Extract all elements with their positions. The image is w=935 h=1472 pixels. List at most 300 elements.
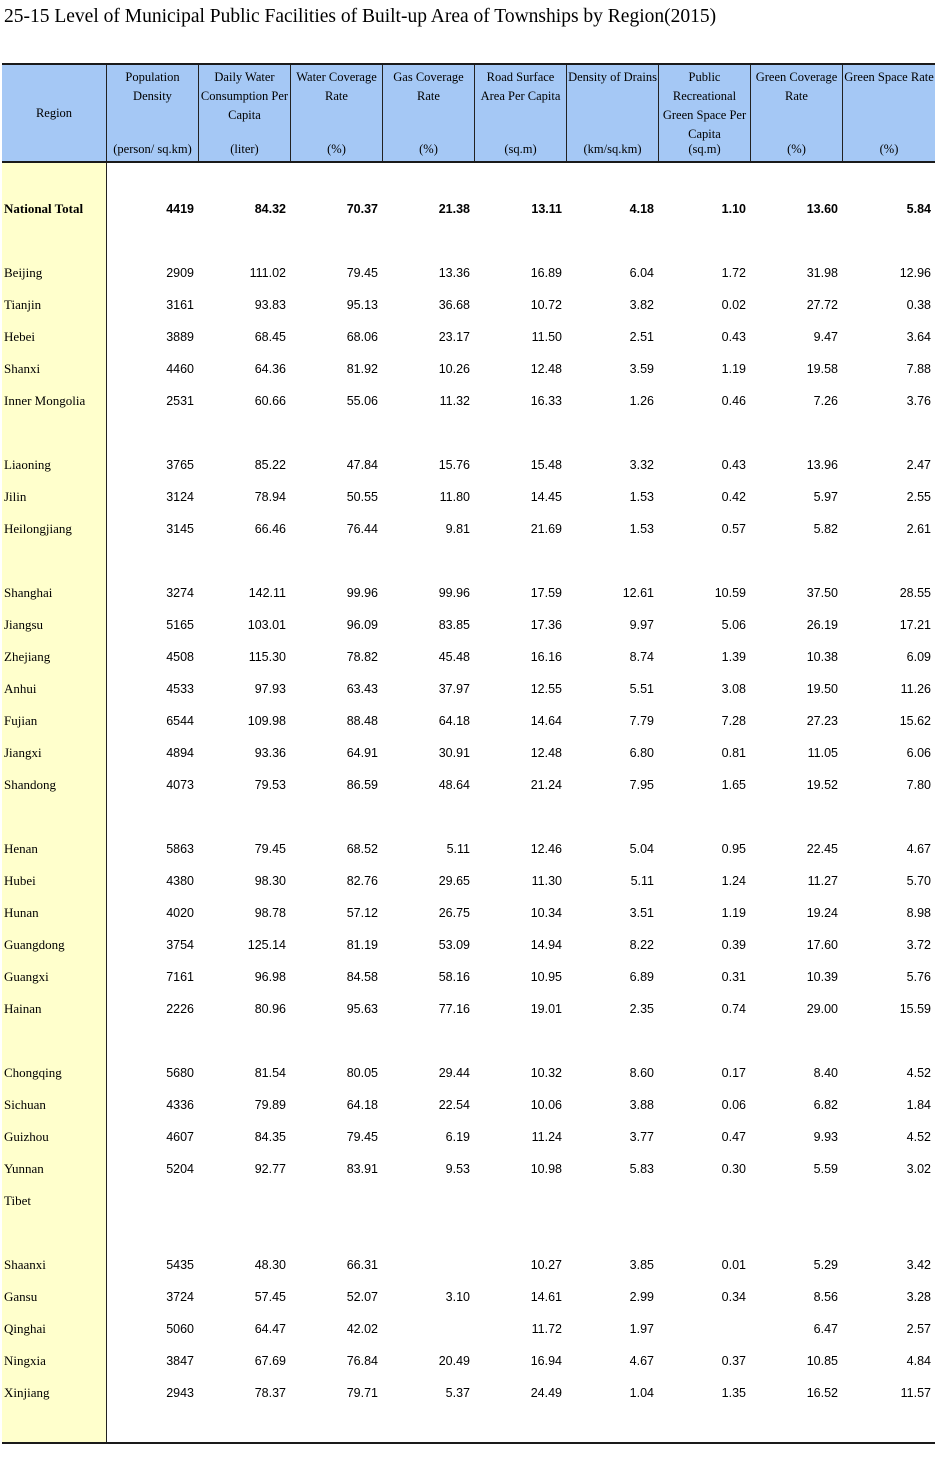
table-cell: 14.45 bbox=[530, 490, 562, 504]
table-cell: 11.72 bbox=[531, 1322, 562, 1336]
table-cell: 29.00 bbox=[806, 1002, 838, 1016]
table-cell: 10.34 bbox=[530, 906, 562, 920]
header-region bbox=[2, 65, 106, 161]
table-cell: 0.02 bbox=[721, 298, 746, 312]
table-cell: 37.97 bbox=[438, 682, 470, 696]
table-cell: 3.32 bbox=[629, 458, 654, 472]
column-name: Daily Water Consumption Per Capita bbox=[200, 70, 289, 122]
table-cell: 0.43 bbox=[721, 458, 746, 472]
table-cell: 4.67 bbox=[906, 842, 931, 856]
table-cell: 10.39 bbox=[806, 970, 838, 984]
table-cell: 13.36 bbox=[438, 266, 470, 280]
table-row bbox=[2, 839, 935, 859]
table-cell: 6544 bbox=[166, 714, 194, 728]
table-cell: 10.98 bbox=[530, 1162, 562, 1176]
table-cell: 64.47 bbox=[254, 1322, 286, 1336]
table-cell: 2.35 bbox=[629, 1002, 654, 1016]
table-cell: 5.70 bbox=[906, 874, 931, 888]
table-cell: 79.45 bbox=[346, 266, 378, 280]
region-name: Jiangsu bbox=[4, 617, 43, 632]
table-cell: 66.46 bbox=[254, 522, 286, 536]
table-cell: 10.95 bbox=[530, 970, 562, 984]
region-name: Jiangxi bbox=[4, 745, 42, 760]
table-cell: 23.17 bbox=[438, 330, 470, 344]
table-cell: 4460 bbox=[166, 362, 194, 376]
table-cell: 4380 bbox=[166, 874, 194, 888]
header-column bbox=[566, 65, 658, 161]
table-cell: 22.54 bbox=[438, 1098, 470, 1112]
region-name: Heilongjiang bbox=[4, 521, 72, 536]
table-cell: 5060 bbox=[166, 1322, 194, 1336]
column-unit: (%) bbox=[327, 142, 346, 156]
table-cell: 30.91 bbox=[438, 746, 470, 760]
table-cell: 16.52 bbox=[806, 1386, 838, 1400]
table-cell: 6.09 bbox=[906, 650, 931, 664]
region-name: Shanghai bbox=[4, 585, 53, 600]
table-cell: 4508 bbox=[166, 650, 194, 664]
region-name: Hubei bbox=[4, 873, 36, 888]
table-cell: 115.30 bbox=[248, 650, 286, 664]
column-unit: (sq.m) bbox=[504, 142, 537, 156]
region-name: Shaanxi bbox=[4, 1257, 46, 1272]
table-row bbox=[2, 1255, 935, 1275]
column-unit: (person/ sq.km) bbox=[113, 142, 192, 156]
table-cell: 3.85 bbox=[629, 1258, 654, 1272]
table-cell: 0.34 bbox=[721, 1290, 746, 1304]
table-row bbox=[2, 1095, 935, 1115]
table-cell: 19.01 bbox=[530, 1002, 562, 1016]
table-cell: 1.72 bbox=[721, 266, 746, 280]
table-cell: 3.08 bbox=[721, 682, 746, 696]
table-cell: 10.38 bbox=[806, 650, 838, 664]
table-cell: 2943 bbox=[166, 1386, 194, 1400]
table-row bbox=[2, 1383, 935, 1403]
table-cell: 1.84 bbox=[906, 1098, 931, 1112]
header-column bbox=[106, 65, 198, 161]
column-name: Density of Drains bbox=[568, 70, 657, 84]
table-cell: 3847 bbox=[166, 1354, 194, 1368]
region-name: Xinjiang bbox=[4, 1385, 50, 1400]
region-name: Henan bbox=[4, 841, 38, 856]
table-row bbox=[2, 583, 935, 603]
table-cell: 58.16 bbox=[438, 970, 470, 984]
table-cell: 13.11 bbox=[531, 202, 562, 216]
data-table bbox=[2, 63, 935, 1444]
table-cell: 1.35 bbox=[721, 1386, 746, 1400]
table-cell: 64.36 bbox=[254, 362, 286, 376]
region-name: Hebei bbox=[4, 329, 36, 344]
table-cell: 29.65 bbox=[438, 874, 470, 888]
table-cell: 7.28 bbox=[721, 714, 746, 728]
table-cell: 12.61 bbox=[622, 586, 654, 600]
table-cell: 10.06 bbox=[530, 1098, 562, 1112]
table-cell: 78.37 bbox=[254, 1386, 286, 1400]
table-cell: 10.27 bbox=[530, 1258, 562, 1272]
table-cell: 5.76 bbox=[906, 970, 931, 984]
table-cell: 36.68 bbox=[438, 298, 470, 312]
table-cell: 3.76 bbox=[906, 394, 931, 408]
table-cell: 99.96 bbox=[438, 586, 470, 600]
table-row bbox=[2, 615, 935, 635]
table-cell: 78.94 bbox=[254, 490, 286, 504]
table-cell: 3.10 bbox=[445, 1290, 470, 1304]
table-cell: 76.44 bbox=[346, 522, 378, 536]
table-cell: 2.51 bbox=[629, 330, 654, 344]
table-cell: 1.53 bbox=[629, 490, 654, 504]
table-row bbox=[2, 647, 935, 667]
table-row bbox=[2, 1159, 935, 1179]
table-cell: 5.97 bbox=[813, 490, 838, 504]
table-cell: 0.95 bbox=[721, 842, 746, 856]
table-cell: 1.19 bbox=[721, 906, 746, 920]
table-cell: 99.96 bbox=[346, 586, 378, 600]
table-row bbox=[2, 1191, 935, 1211]
table-row bbox=[2, 263, 935, 283]
table-cell: 7161 bbox=[166, 970, 194, 984]
table-cell: 4.84 bbox=[906, 1354, 931, 1368]
table-cell: 6.89 bbox=[629, 970, 654, 984]
column-name: Public Recreational Green Space Per Capita bbox=[662, 70, 747, 141]
table-cell: 11.27 bbox=[807, 874, 838, 888]
table-row bbox=[2, 743, 935, 763]
table-cell: 3.59 bbox=[629, 362, 654, 376]
table-cell: 142.11 bbox=[248, 586, 286, 600]
table-cell: 88.48 bbox=[346, 714, 378, 728]
table-cell: 3.42 bbox=[906, 1258, 931, 1272]
table-cell: 10.26 bbox=[438, 362, 470, 376]
table-cell: 27.72 bbox=[806, 298, 838, 312]
table-cell: 4894 bbox=[166, 746, 194, 760]
header-column bbox=[658, 65, 750, 161]
table-cell: 5.11 bbox=[630, 874, 654, 888]
table-cell: 10.72 bbox=[530, 298, 562, 312]
table-cell: 79.71 bbox=[346, 1386, 378, 1400]
table-cell: 8.74 bbox=[629, 650, 654, 664]
column-unit: (sq.m) bbox=[688, 142, 721, 156]
table-cell: 3.64 bbox=[906, 330, 931, 344]
region-name: Beijing bbox=[4, 265, 43, 280]
region-name: Tianjin bbox=[4, 297, 42, 312]
table-cell: 67.69 bbox=[254, 1354, 286, 1368]
table-cell: 42.02 bbox=[346, 1322, 378, 1336]
table-cell: 0.37 bbox=[721, 1354, 746, 1368]
column-name: Water Coverage Rate bbox=[296, 70, 377, 103]
table-cell: 8.60 bbox=[629, 1066, 654, 1080]
header-column bbox=[198, 65, 290, 161]
table-cell: 1.39 bbox=[721, 650, 746, 664]
table-cell: 17.21 bbox=[899, 618, 931, 632]
table-row bbox=[2, 1351, 935, 1371]
table-row-total bbox=[2, 199, 935, 219]
region-name: Tibet bbox=[4, 1193, 31, 1208]
table-cell: 80.05 bbox=[346, 1066, 378, 1080]
table-cell: 11.50 bbox=[531, 330, 562, 344]
table-cell: 17.36 bbox=[530, 618, 562, 632]
table-cell: 84.32 bbox=[254, 202, 286, 216]
table-cell: 26.19 bbox=[806, 618, 838, 632]
table-row bbox=[2, 775, 935, 795]
table-cell: 84.35 bbox=[254, 1130, 286, 1144]
table-cell: 0.42 bbox=[721, 490, 746, 504]
table-cell: 4.52 bbox=[906, 1066, 931, 1080]
table-cell: 10.59 bbox=[714, 586, 746, 600]
table-cell: 14.64 bbox=[530, 714, 562, 728]
table-row bbox=[2, 999, 935, 1019]
table-cell: 29.44 bbox=[438, 1066, 470, 1080]
column-name: Region bbox=[35, 106, 73, 120]
table-cell: 21.69 bbox=[530, 522, 562, 536]
table-cell: 10.85 bbox=[806, 1354, 838, 1368]
table-row bbox=[2, 487, 935, 507]
table-cell: 86.59 bbox=[346, 778, 378, 792]
region-name: Yunnan bbox=[4, 1161, 44, 1176]
table-cell: 5435 bbox=[166, 1258, 194, 1272]
table-cell: 3.77 bbox=[629, 1130, 654, 1144]
table-cell: 8.98 bbox=[906, 906, 931, 920]
column-name: Gas Coverage Rate bbox=[393, 70, 464, 103]
table-cell: 57.45 bbox=[254, 1290, 286, 1304]
table-cell: 5.37 bbox=[445, 1386, 470, 1400]
table-cell: 16.94 bbox=[530, 1354, 562, 1368]
header-column bbox=[290, 65, 382, 161]
table-cell: 53.09 bbox=[438, 938, 470, 952]
column-unit: (liter) bbox=[230, 142, 259, 156]
table-cell: 5.84 bbox=[906, 202, 931, 216]
region-name: National Total bbox=[4, 201, 84, 216]
table-cell: 3.72 bbox=[906, 938, 931, 952]
table-cell: 3754 bbox=[166, 938, 194, 952]
table-cell: 81.54 bbox=[254, 1066, 286, 1080]
table-cell: 12.96 bbox=[899, 266, 931, 280]
table-cell: 15.48 bbox=[530, 458, 562, 472]
table-cell: 96.98 bbox=[254, 970, 286, 984]
table-cell: 0.47 bbox=[721, 1130, 746, 1144]
table-cell: 14.94 bbox=[530, 938, 562, 952]
table-cell: 68.45 bbox=[254, 330, 286, 344]
table-cell: 5863 bbox=[166, 842, 194, 856]
table-cell: 37.50 bbox=[806, 586, 838, 600]
table-cell: 11.26 bbox=[900, 682, 931, 696]
table-cell: 27.23 bbox=[806, 714, 838, 728]
table-cell: 3.02 bbox=[906, 1162, 931, 1176]
table-cell: 80.96 bbox=[254, 1002, 286, 1016]
region-name: Guangxi bbox=[4, 969, 49, 984]
table-row bbox=[2, 1127, 935, 1147]
table-cell: 2226 bbox=[166, 1002, 194, 1016]
table-cell: 2.47 bbox=[906, 458, 931, 472]
table-row bbox=[2, 903, 935, 923]
table-cell: 0.39 bbox=[721, 938, 746, 952]
table-cell: 5.29 bbox=[813, 1258, 838, 1272]
table-cell: 16.89 bbox=[530, 266, 562, 280]
table-cell: 6.47 bbox=[813, 1322, 838, 1336]
table-cell: 7.79 bbox=[629, 714, 654, 728]
table-cell: 5.51 bbox=[629, 682, 654, 696]
table-cell: 98.78 bbox=[254, 906, 286, 920]
table-body bbox=[2, 163, 935, 1444]
table-cell: 11.32 bbox=[439, 394, 470, 408]
table-cell: 22.45 bbox=[806, 842, 838, 856]
table-cell: 47.84 bbox=[346, 458, 378, 472]
table-cell: 2.61 bbox=[906, 522, 931, 536]
table-cell: 60.66 bbox=[254, 394, 286, 408]
table-cell: 77.16 bbox=[438, 1002, 470, 1016]
table-cell: 55.06 bbox=[346, 394, 378, 408]
table-row bbox=[2, 711, 935, 731]
table-cell: 64.91 bbox=[346, 746, 378, 760]
table-cell: 79.89 bbox=[254, 1098, 286, 1112]
table-cell: 16.16 bbox=[530, 650, 562, 664]
table-cell: 21.38 bbox=[438, 202, 470, 216]
table-cell: 2.57 bbox=[906, 1322, 931, 1336]
region-name: Ningxia bbox=[4, 1353, 46, 1368]
table-cell: 1.97 bbox=[629, 1322, 654, 1336]
table-cell: 2531 bbox=[166, 394, 194, 408]
table-cell: 57.12 bbox=[346, 906, 378, 920]
table-cell: 4607 bbox=[166, 1130, 194, 1144]
region-name: Zhejiang bbox=[4, 649, 51, 664]
table-cell: 14.61 bbox=[530, 1290, 562, 1304]
column-unit: (%) bbox=[879, 142, 899, 156]
table-header bbox=[2, 63, 935, 163]
table-cell: 5.04 bbox=[629, 842, 654, 856]
table-cell: 17.60 bbox=[806, 938, 838, 952]
region-name: Guizhou bbox=[4, 1129, 49, 1144]
region-name: Gansu bbox=[4, 1289, 38, 1304]
column-name: Green Coverage Rate bbox=[755, 70, 838, 103]
table-cell: 5.59 bbox=[813, 1162, 838, 1176]
table-cell: 81.19 bbox=[346, 938, 378, 952]
table-cell: 4.52 bbox=[906, 1130, 931, 1144]
table-cell: 83.85 bbox=[438, 618, 470, 632]
table-cell: 64.18 bbox=[346, 1098, 378, 1112]
table-cell: 1.26 bbox=[629, 394, 654, 408]
table-cell: 45.48 bbox=[438, 650, 470, 664]
table-cell: 5.83 bbox=[629, 1162, 654, 1176]
table-cell: 95.13 bbox=[346, 298, 378, 312]
table-cell: 0.01 bbox=[721, 1258, 746, 1272]
table-row bbox=[2, 391, 935, 411]
table-cell: 9.53 bbox=[445, 1162, 470, 1176]
table-cell: 11.57 bbox=[900, 1386, 931, 1400]
table-cell: 5.11 bbox=[446, 842, 470, 856]
table-cell: 0.43 bbox=[721, 330, 746, 344]
table-cell: 8.40 bbox=[813, 1066, 838, 1080]
table-cell: 0.17 bbox=[721, 1066, 746, 1080]
table-cell: 3145 bbox=[166, 522, 194, 536]
table-cell: 66.31 bbox=[346, 1258, 378, 1272]
table-cell: 70.37 bbox=[346, 202, 378, 216]
table-cell: 19.50 bbox=[806, 682, 838, 696]
table-cell: 0.74 bbox=[721, 1002, 746, 1016]
table-cell: 79.53 bbox=[254, 778, 286, 792]
table-cell: 11.80 bbox=[439, 490, 470, 504]
page-title: 25-15 Level of Municipal Public Facilities of Built-up Area of Townships by Region(2015) bbox=[4, 6, 717, 27]
table-cell: 11.24 bbox=[531, 1130, 562, 1144]
table-cell: 28.55 bbox=[899, 586, 931, 600]
table-cell: 13.60 bbox=[806, 202, 838, 216]
column-unit: (km/sq.km) bbox=[583, 142, 642, 156]
table-cell: 1.19 bbox=[721, 362, 746, 376]
header-column bbox=[474, 65, 566, 161]
table-cell: 3.51 bbox=[629, 906, 654, 920]
table-cell: 1.53 bbox=[629, 522, 654, 536]
table-cell: 4336 bbox=[166, 1098, 194, 1112]
table-cell: 3.88 bbox=[629, 1098, 654, 1112]
table-cell: 3724 bbox=[166, 1290, 194, 1304]
table-cell: 20.49 bbox=[438, 1354, 470, 1368]
table-cell: 84.58 bbox=[346, 970, 378, 984]
region-column-background bbox=[2, 163, 107, 1442]
table-cell: 9.93 bbox=[813, 1130, 838, 1144]
table-cell: 12.48 bbox=[530, 746, 562, 760]
table-cell: 111.02 bbox=[249, 266, 286, 280]
region-name: Inner Mongolia bbox=[4, 393, 86, 408]
table-cell: 48.30 bbox=[254, 1258, 286, 1272]
table-cell: 95.63 bbox=[346, 1002, 378, 1016]
table-cell: 2.55 bbox=[906, 490, 931, 504]
table-cell: 4.67 bbox=[629, 1354, 654, 1368]
table-cell: 0.46 bbox=[721, 394, 746, 408]
table-cell: 103.01 bbox=[247, 618, 286, 632]
table-row bbox=[2, 519, 935, 539]
table-cell: 83.91 bbox=[346, 1162, 378, 1176]
table-row bbox=[2, 679, 935, 699]
table-cell: 2909 bbox=[166, 266, 194, 280]
table-cell: 4533 bbox=[166, 682, 194, 696]
table-cell: 12.46 bbox=[530, 842, 562, 856]
table-cell: 9.81 bbox=[445, 522, 470, 536]
table-cell: 98.30 bbox=[254, 874, 286, 888]
table-cell: 11.30 bbox=[531, 874, 562, 888]
region-name: Sichuan bbox=[4, 1097, 46, 1112]
table-cell: 19.24 bbox=[806, 906, 838, 920]
column-unit: (%) bbox=[787, 142, 806, 156]
table-cell: 6.04 bbox=[629, 266, 654, 280]
table-cell: 5.82 bbox=[813, 522, 838, 536]
region-name: Shanxi bbox=[4, 361, 41, 376]
table-cell: 7.88 bbox=[906, 362, 931, 376]
region-name: Guangdong bbox=[4, 937, 65, 952]
table-cell: 48.64 bbox=[438, 778, 470, 792]
table-cell: 15.76 bbox=[438, 458, 470, 472]
region-name: Hunan bbox=[4, 905, 39, 920]
table-cell: 2.99 bbox=[629, 1290, 654, 1304]
table-cell: 7.95 bbox=[629, 778, 654, 792]
table-cell: 5680 bbox=[166, 1066, 194, 1080]
table-row bbox=[2, 871, 935, 891]
table-cell: 3765 bbox=[166, 458, 194, 472]
header-column bbox=[750, 65, 842, 161]
table-cell: 85.22 bbox=[254, 458, 286, 472]
table-cell: 68.06 bbox=[346, 330, 378, 344]
table-cell: 93.83 bbox=[254, 298, 286, 312]
region-name: Anhui bbox=[4, 681, 37, 696]
table-cell: 96.09 bbox=[346, 618, 378, 632]
table-cell: 0.38 bbox=[906, 298, 931, 312]
table-row bbox=[2, 967, 935, 987]
table-cell: 6.80 bbox=[629, 746, 654, 760]
table-cell: 109.98 bbox=[247, 714, 286, 728]
table-cell: 6.19 bbox=[445, 1130, 470, 1144]
table-cell: 50.55 bbox=[346, 490, 378, 504]
table-cell: 82.76 bbox=[346, 874, 378, 888]
table-cell: 1.24 bbox=[721, 874, 746, 888]
table-cell: 9.97 bbox=[629, 618, 654, 632]
table-cell: 64.18 bbox=[438, 714, 470, 728]
table-cell: 0.06 bbox=[721, 1098, 746, 1112]
table-cell: 19.58 bbox=[806, 362, 838, 376]
